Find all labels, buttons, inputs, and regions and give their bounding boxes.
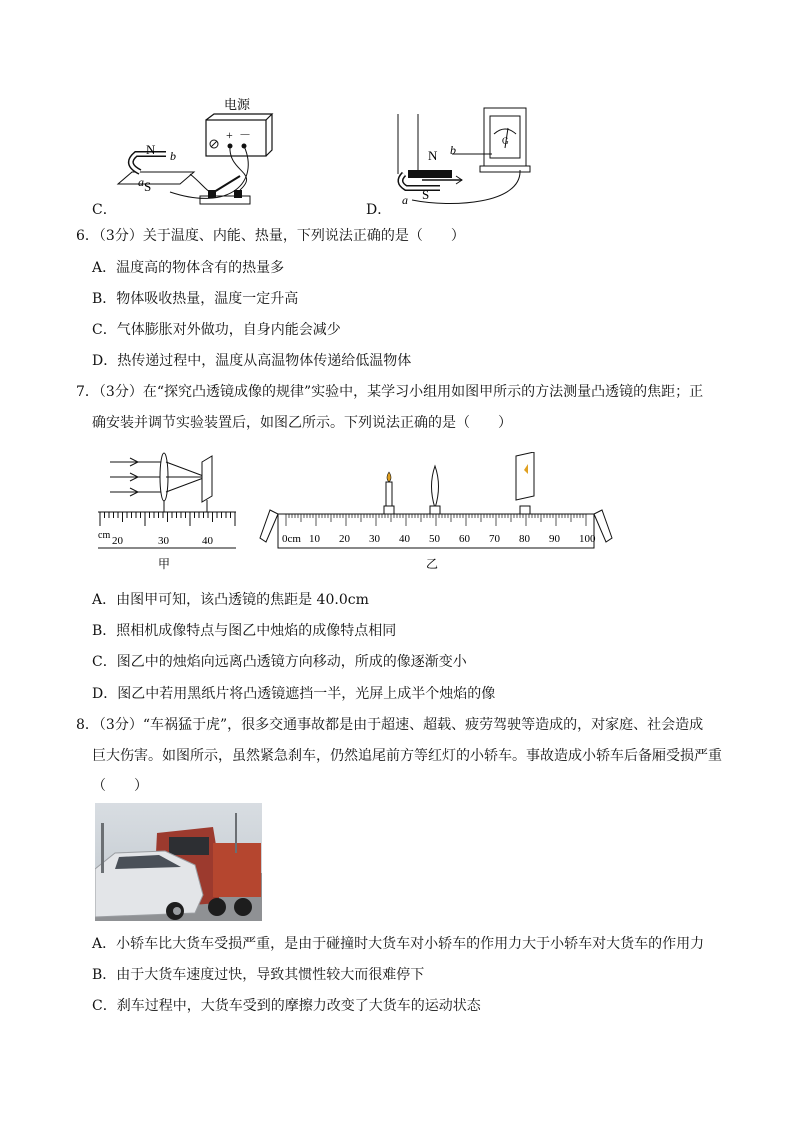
rod-a-label: a [138,175,144,189]
q8-option-b: B．由于大货车速度过快，导致其惯性较大而很难停下 [92,967,425,983]
minus-sign: － [239,128,252,142]
q7-stem-line2: 确安装并调节实验装置后，如图乙所示。下列说法正确的是（ ） [92,415,512,431]
option-d-label: D． [366,202,392,218]
magnet-s-label-d: S [422,187,430,202]
yi-tick-label: 60 [459,533,470,545]
jia-caption: 甲 [158,557,171,571]
yi-tick-label: 80 [519,533,530,545]
figure-c-circuit [110,92,280,212]
yi-tick-label: 10 [309,533,320,545]
figure-jia-focal-length [96,452,242,574]
yi-tick-label: 0cm [282,533,301,545]
accident-photo [95,803,262,921]
power-supply-label: 电源 [224,97,251,112]
q7-option-d: D．图乙中若用黑纸片将凸透镜遮挡一半，光屏上成半个烛焰的像 [92,686,496,702]
figure-yi-optical-bench [256,452,616,574]
yi-tick-label: 30 [369,533,380,545]
yi-tick-label: 100 [579,533,596,545]
yi-tick-label: 90 [549,533,560,545]
q6-option-c: C．气体膨胀对外做功，自身内能会减少 [92,322,341,338]
q8-stem-line2: 巨大伤害。如图所示，虽然紧急刹车，仍然追尾前方等红灯的小轿车。事故造成小轿车后备厢受损严重 [92,748,722,764]
magnet-n-label-d: N [428,148,438,163]
q8-stem-line3: （ ） [92,778,148,794]
yi-tick-label: 40 [399,533,410,545]
q6-option-a: A．温度高的物体含有的热量多 [92,260,285,276]
yi-tick-label: 70 [489,533,500,545]
yi-tick-label: 20 [339,533,350,545]
q7-stem-line1: 7．（3分）在“探究凸透镜成像的规律”实验中，某学习小组用如图甲所示的方法测量凸透镜的焦距；正 [76,384,704,400]
q8-option-c: C．刹车过程中，大货车受到的摩擦力改变了大货车的运动状态 [92,998,481,1014]
q8-option-a: A．小轿车比大货车受损严重，是由于碰撞时大货车对小轿车的作用力大于小轿车对大货车的作用力 [92,936,705,952]
plus-sign: + [226,128,233,142]
galvanometer-g-label: G [502,136,509,146]
magnet-n-label: N [146,142,156,157]
q6-stem: 6．（3分）关于温度、内能、热量，下列说法正确的是（ ） [76,228,465,244]
figure-d-galvanometer [392,104,542,214]
q7-option-b: B．照相机成像特点与图乙中烛焰的成像特点相同 [92,623,397,639]
q7-option-a: A．由图甲可知，该凸透镜的焦距是 40.0cm [92,592,369,608]
magnet-s-label: S [144,179,152,194]
q8-stem-line1: 8．（3分）“车祸猛于虎”，很多交通事故都是由于超速、超载、疲劳驾驶等造成的，对家庭、社会造成 [76,717,704,733]
option-c-label: C． [92,202,117,218]
jia-tick-20: 20 [112,535,123,547]
q6-option-d: D．热传递过程中，温度从高温物体传递给低温物体 [92,353,412,369]
yi-tick-label: 50 [429,533,440,545]
jia-tick-30: 30 [158,535,169,547]
q6-option-b: B．物体吸收热量，温度一定升高 [92,291,299,307]
yi-caption: 乙 [426,557,439,571]
jia-unit-label: cm [98,530,111,541]
rod-b-label-d: b [450,143,456,157]
q7-option-c: C．图乙中的烛焰向远离凸透镜方向移动，所成的像逐渐变小 [92,654,467,670]
rod-a-label-d: a [402,193,408,207]
jia-tick-40: 40 [202,535,213,547]
rod-b-label: b [170,149,176,163]
